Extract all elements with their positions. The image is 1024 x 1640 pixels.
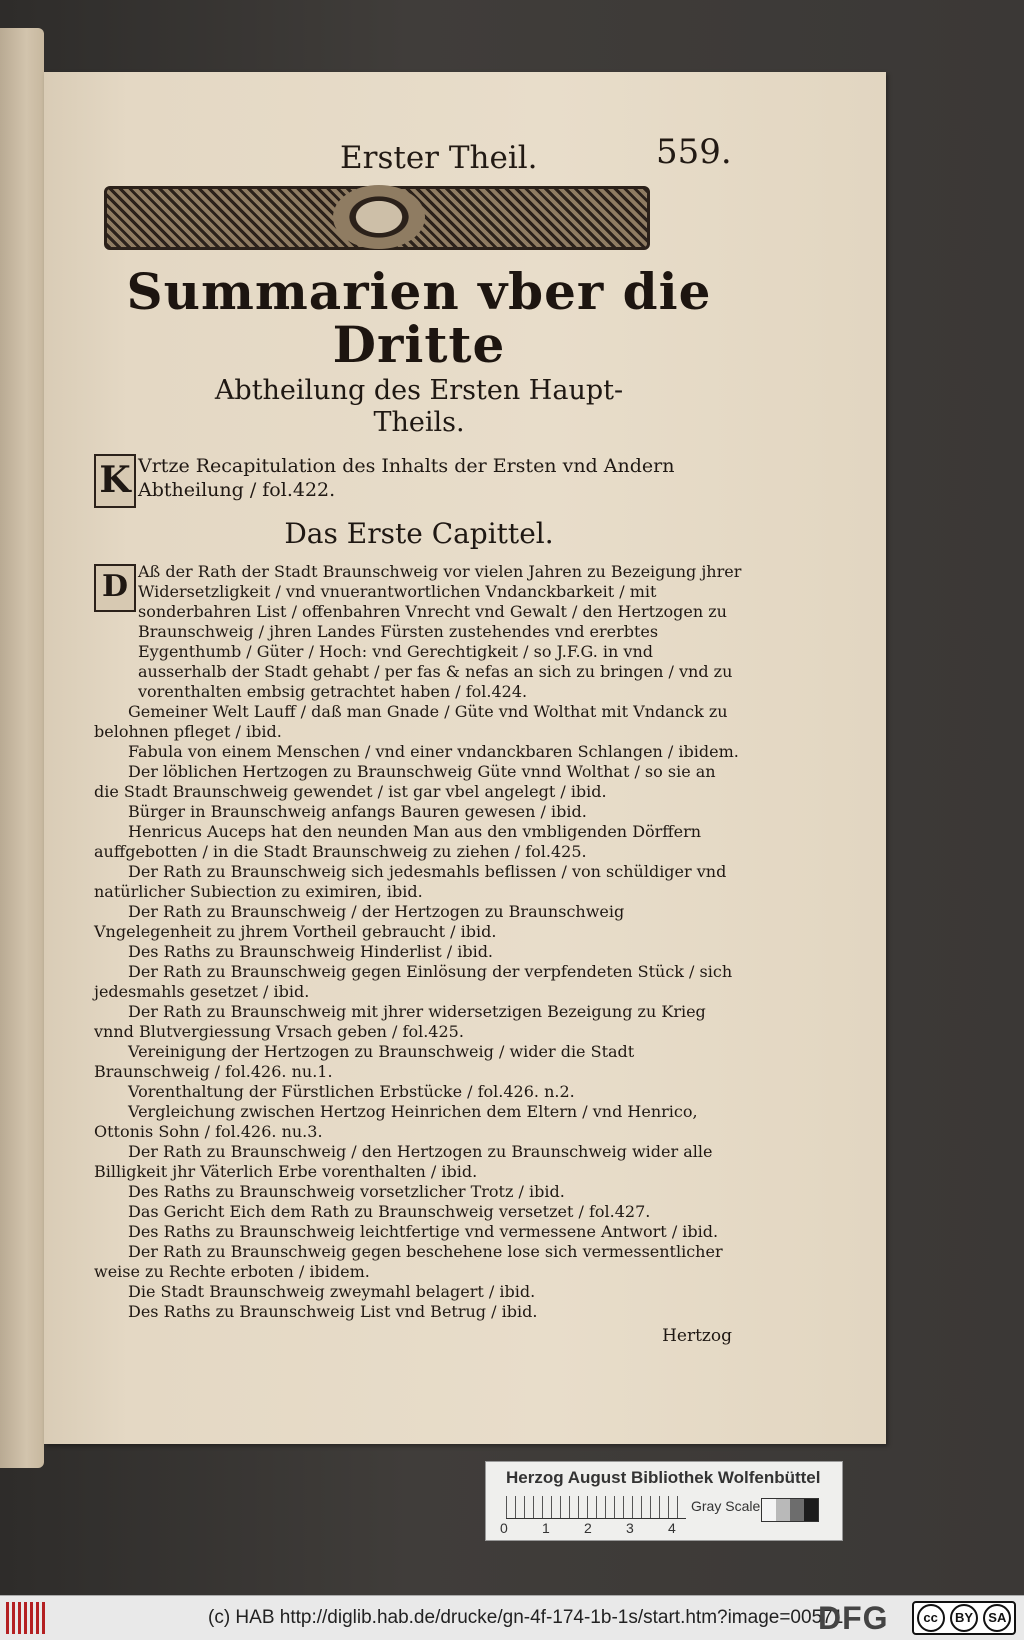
sa-icon: SA	[983, 1604, 1011, 1632]
gray-swatch	[776, 1499, 790, 1521]
list-item: Die Stadt Braunschweig zweymahl belagert / ibid.	[128, 1282, 536, 1302]
recapitulation-paragraph	[94, 454, 744, 503]
page-title: Summarien vber die Dritte	[126, 262, 712, 374]
footer-bar	[0, 1595, 1024, 1640]
decorated-initial-icon: D	[94, 564, 136, 612]
subtitle-line: Abtheilung des Ersten Haupt-	[214, 375, 624, 406]
gray-scale-swatches	[761, 1498, 819, 1522]
entry-text: Aß der Rath der Stadt Braunschweig vor vielen Jahren zu Bezeigung jhrer Widersetzligkeit / vnd vnuerantwortlichen Vndanckbarkeit / mit sonderbahren List / offenbahren Vnrecht vnd Gewalt / den Hertzogen zu Braunschweig / jhren Landes Fürsten zustehendes vnd ererbtes Eygenthumb / Güter / Hoch: vnd Gerechtigkeit / so J.F.G. in vnd ausserhalb der Stadt gehabt / per fas & nefas an sich zu bringen / vnd zu vorenthalten embsig getrachtet haben / fol.424.	[138, 562, 742, 702]
list-item: Des Raths zu Braunschweig Hinderlist / ibid.	[128, 942, 494, 962]
gray-scale-label: Gray Scale	[691, 1498, 761, 1514]
list-item: Der Rath zu Braunschweig sich jedesmahls beflissen / von schüldiger vnd natürlicher Subiection zu eximiren, ibid.	[94, 862, 727, 902]
book-page	[44, 72, 886, 1444]
by-icon: BY	[950, 1604, 978, 1632]
source-link[interactable]: (c) HAB http://diglib.hab.de/drucke/gn-4f-174-1b-1s/start.htm?image=00571	[208, 1607, 844, 1628]
barcode-icon	[6, 1602, 46, 1634]
decorated-initial-icon: K	[94, 454, 136, 508]
running-title: Erster Theil.	[340, 140, 538, 176]
ruler-icon	[506, 1496, 686, 1519]
ruler-tick-label: 0	[500, 1520, 508, 1536]
list-item: Vergleichung zwischen Hertzog Heinrichen dem Eltern / vnd Henrico, Ottonis Sohn / fol.426. nu.3.	[94, 1102, 698, 1142]
list-item: Fabula von einem Menschen / vnd einer vndanckbaren Schlangen / ibidem.	[128, 742, 739, 762]
list-item: Der Rath zu Braunschweig / der Hertzogen zu Braunschweig Vngelegenheit zu jhrem Vortheil gebraucht / ibid.	[94, 902, 625, 942]
running-head	[94, 132, 744, 180]
gray-swatch	[804, 1499, 818, 1521]
decorative-headpiece-ornament	[104, 186, 650, 250]
list-item: Das Gericht Eich dem Rath zu Braunschweig versetzet / fol.427.	[128, 1202, 651, 1222]
list-item: Vorenthaltung der Fürstlichen Erbstücke / fol.426. n.2.	[128, 1082, 575, 1102]
subtitle-line: Theils.	[373, 407, 465, 439]
list-item: Der Rath zu Braunschweig mit jhrer widersetzigen Bezeigung zu Krieg vnnd Blutvergiessung Vrsach geben / fol.425.	[94, 1002, 706, 1042]
recapitulation-text: Vrtze Recapitulation des Inhalts der Ersten vnd Andern Abtheilung / fol.422.	[138, 454, 675, 502]
library-name: Herzog August Bibliothek Wolfenbüttel	[506, 1468, 821, 1487]
list-item: Des Raths zu Braunschweig List vnd Betrug / ibid.	[128, 1302, 538, 1322]
ruler-tick-label: 3	[626, 1520, 634, 1536]
color-scale-card	[485, 1461, 843, 1541]
list-item: Der Rath zu Braunschweig / den Hertzogen zu Braunschweig wider alle Billigkeit jhr Väterlich Erbe vorenthalten / ibid.	[94, 1142, 713, 1182]
list-item: Henricus Auceps hat den neunden Man aus den vmbligenden Dörffern auffgebotten / in die Stadt Braunschweig zu ziehen / fol.425.	[94, 822, 702, 862]
list-item: Der Rath zu Braunschweig gegen Einlösung der verpfendeten Stück / sich jedesmahls gesetzet / ibid.	[94, 962, 733, 1002]
list-item: Vereinigung der Hertzogen zu Braunschweig / wider die Stadt Braunschweig / fol.426. nu.1.	[94, 1042, 635, 1082]
ruler-tick-label: 2	[584, 1520, 592, 1536]
page-number: 559.	[656, 132, 732, 172]
catchword: Hertzog	[662, 1326, 732, 1347]
cc-icon: cc	[917, 1604, 945, 1632]
list-item: Bürger in Braunschweig anfangs Bauren gewesen / ibid.	[128, 802, 587, 822]
gray-swatch	[762, 1499, 776, 1521]
chapter-heading: Das Erste Capittel.	[284, 517, 554, 551]
text-block	[94, 132, 744, 1346]
previous-page-edge	[0, 28, 44, 1468]
dfg-logo: DFG	[818, 1600, 889, 1636]
summary-entries	[94, 562, 744, 1322]
list-item: Der Rath zu Braunschweig gegen beschehene lose sich vermessentlicher weise zu Rechte erboten / ibidem.	[94, 1242, 723, 1282]
ruler-tick-label: 1	[542, 1520, 550, 1536]
list-item: Des Raths zu Braunschweig vorsetzlicher Trotz / ibid.	[128, 1182, 565, 1202]
mask-ornament-icon	[333, 185, 425, 249]
list-item: Der löblichen Hertzogen zu Braunschweig Güte vnnd Wolthat / so sie an die Stadt Braunschweig gewendet / ist gar vbel angelegt / ibid.	[94, 762, 716, 802]
ruler-tick-label: 4	[668, 1520, 676, 1536]
list-item: Gemeiner Welt Lauff / daß man Gnade / Güte vnd Wolthat mit Vndanck zu belohnen pfleget / ibid.	[94, 702, 728, 742]
cc-license-badge[interactable]	[912, 1601, 1016, 1635]
list-item	[94, 562, 744, 702]
page-subtitle	[94, 375, 744, 440]
list-item: Des Raths zu Braunschweig leichtfertige vnd vermessene Antwort / ibid.	[128, 1222, 719, 1242]
gray-swatch	[790, 1499, 804, 1521]
